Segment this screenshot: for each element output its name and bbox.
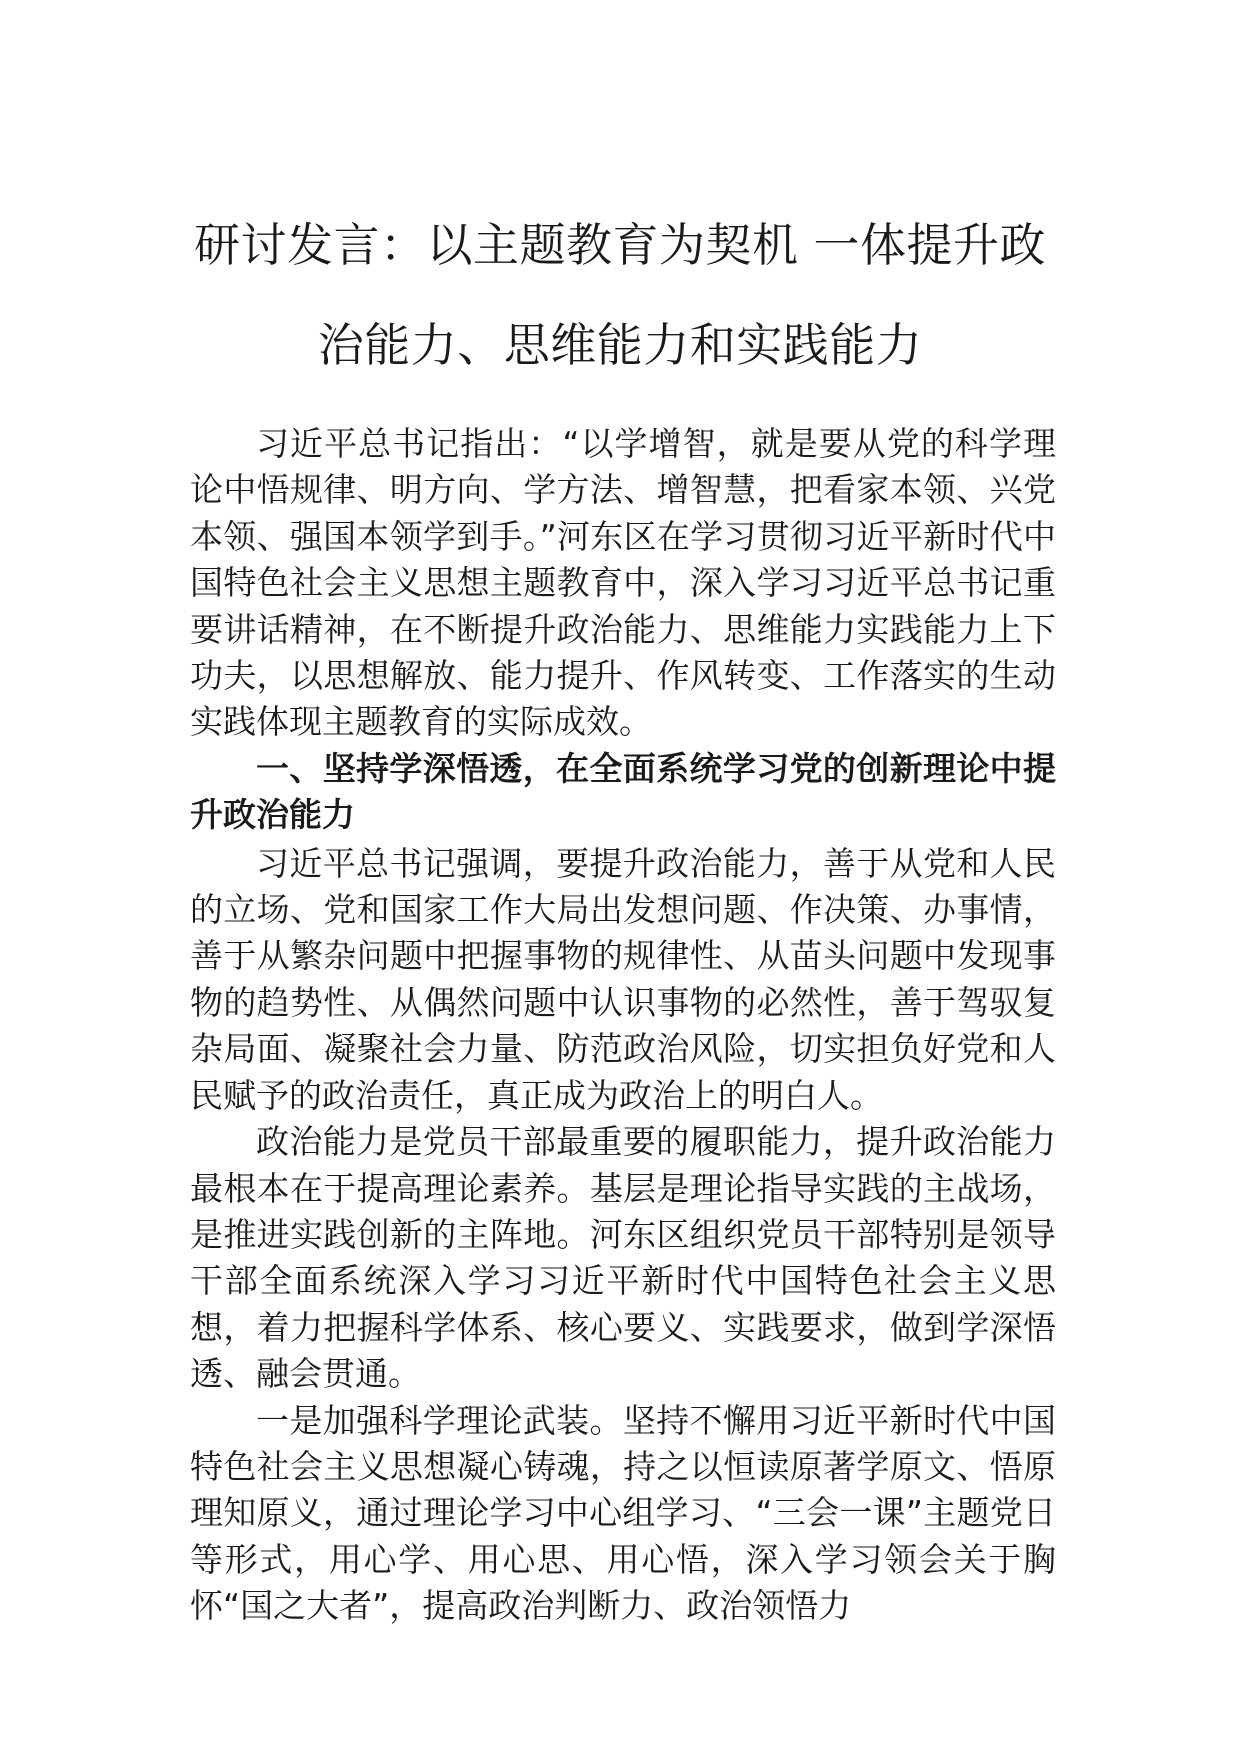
body-paragraph: 政治能力是党员干部最重要的履职能力，提升政治能力最根本在于提高理论素养。基层是理论指导实践的主战场，是推进实践创新的主阵地。河东区组织党员干部特别是领导干部全面系统深入学习习近平新时代中国特色社会主义思想，着力把握科学体系、核心要义、实践要求，做到学深悟透、融会贯通。 <box>190 1122 1056 1394</box>
section-heading-1: 一、坚持学深悟透，在全面系统学习党的创新理论中提升政治能力 <box>190 748 1056 835</box>
document-body <box>190 421 1056 1630</box>
intro-paragraph: 习近平总书记指出：“以学增智，就是要从党的科学理论中悟规律、明方向、学方法、增智慧，把看家本领、兴党本领、强国本领学到手。”河东区在学习贯彻习近平新时代中国特色社会主义思想主题教育中，深入学习习近平总书记重要讲话精神，在不断提升政治能力、思维能力实践能力上下功夫，以思想解放、能力提升、作风转变、工作落实的生动实践体现主题教育的实际成效。 <box>190 424 1056 742</box>
body-paragraph: 习近平总书记强调，要提升政治能力，善于从党和人民的立场、党和国家工作大局出发想问题、作决策、办事情，善于从繁杂问题中把握事物的规律性、从苗头问题中发现事物的趋势性、从偶然问题中认识事物的必然性，善于驾驭复杂局面、凝聚社会力量、防范政治风险，切实担负好党和人民赋予的政治责任，真正成为政治上的明白人。 <box>190 843 1056 1115</box>
document-title: 研讨发言：以主题教育为契机 一体提升政治能力、思维能力和实践能力 <box>193 218 1047 372</box>
body-paragraph: 一是加强科学理论武装。坚持不懈用习近平新时代中国特色社会主义思想凝心铸魂，持之以恒读原著学原文、悟原理知原义，通过理论学习中心组学习、“三会一课”主题党日等形式，用心学、用心思、用心悟，深入学习领会关于胸怀“国之大者”，提高政治判断力、政治领悟力 <box>190 1400 1056 1626</box>
